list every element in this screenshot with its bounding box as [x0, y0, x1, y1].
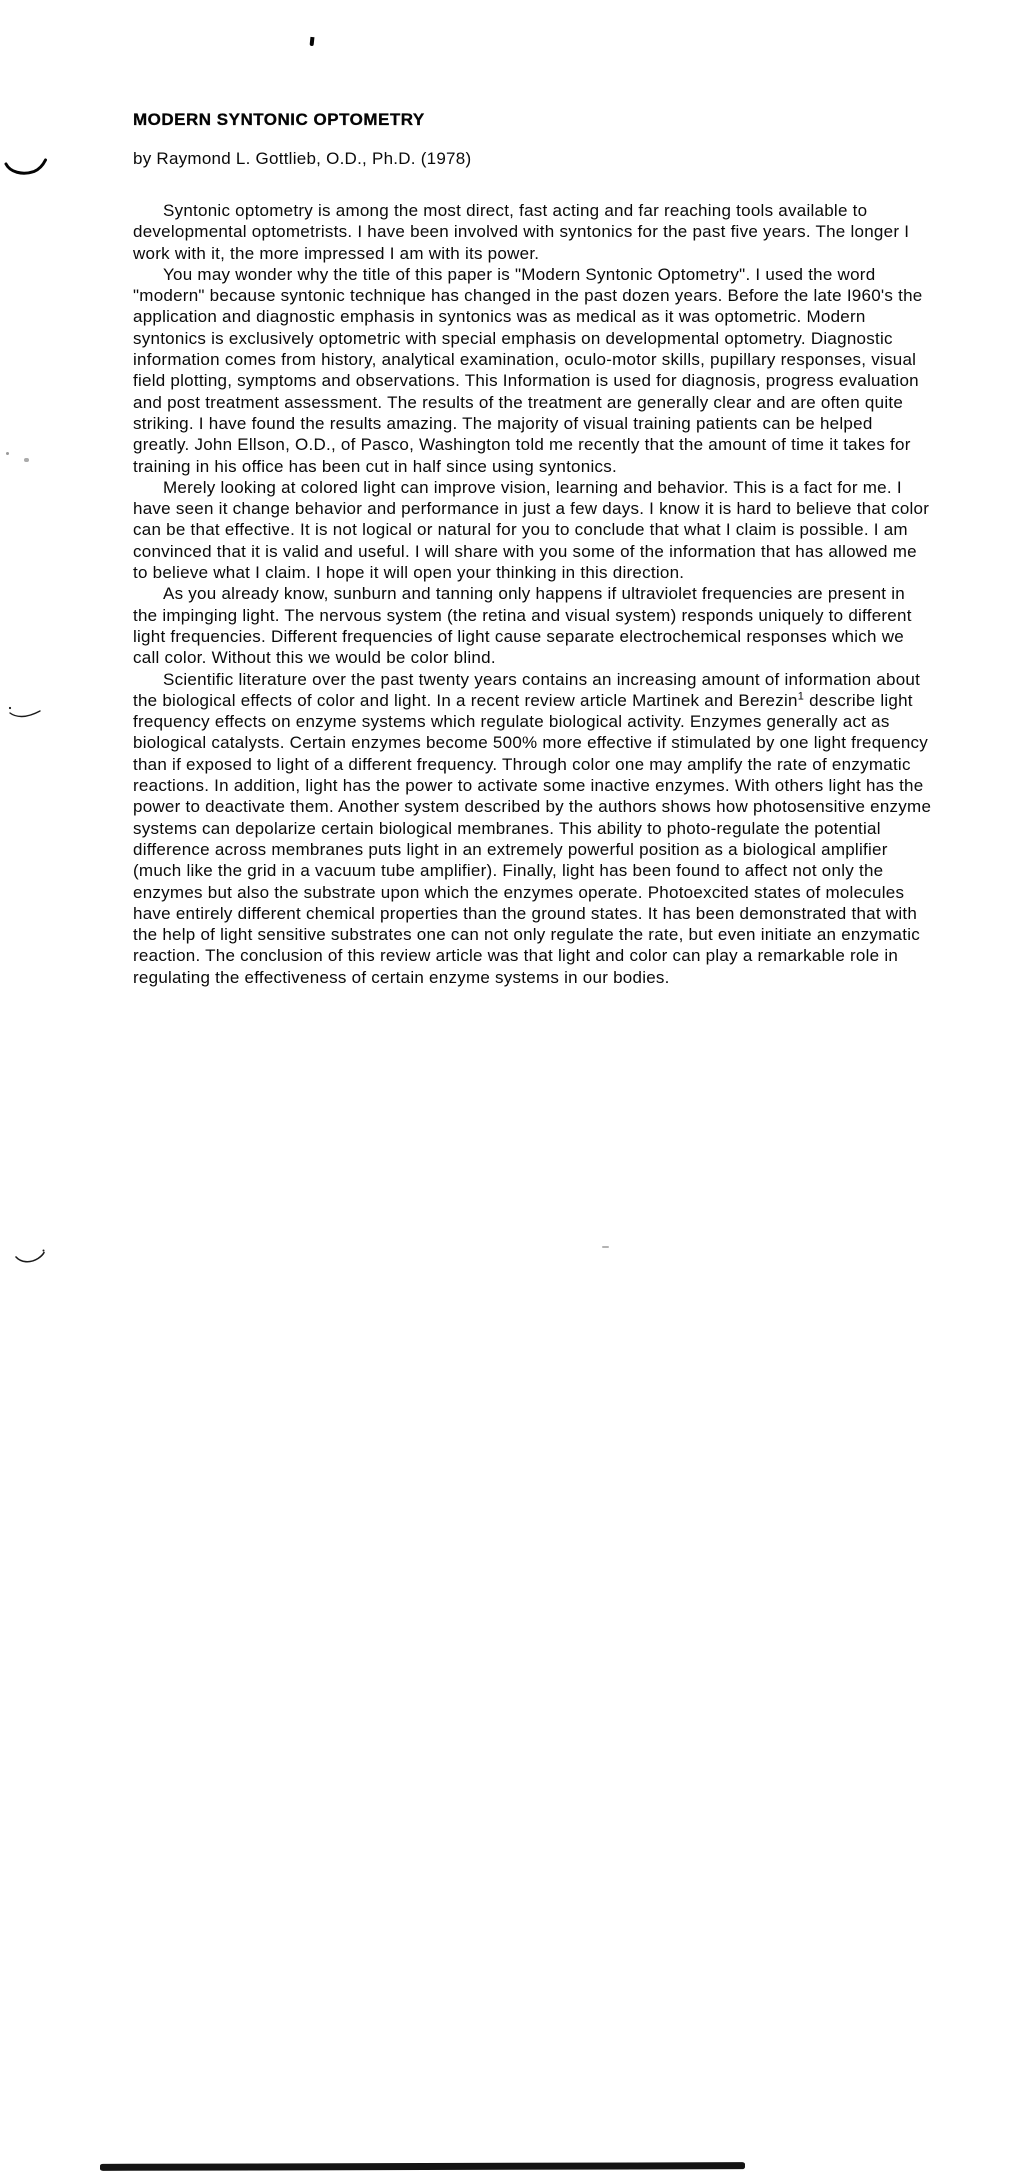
scan-speck	[24, 458, 29, 462]
paragraph-5	[133, 669, 933, 988]
stray-ink-mark	[310, 37, 315, 46]
document-title: MODERN SYNTONIC OPTOMETRY	[133, 110, 425, 129]
footnote-reference: 1	[797, 690, 805, 703]
paragraph-5-text-continued: describe light frequency effects on enzyme systems which regulate biological activity. Enzymes generally act as biological catalysts. Certain enzymes become 500% more effective if stimulated by one light frequency than if exposed to light of a different frequency. Through color one may amplify the rate of enzymatic reactions. In addition, light has the power to activate some inactive enzymes. With others light has the power to deactivate them. Another system described by the authors shows how photosensitive enzyme systems can depolarize certain biological membranes. This ability to photo-regulate the potential difference across membranes puts light in an extremely powerful position as a biological amplifier (much like the grid in a vacuum tube amplifier). Finally, light has been found to affect not only the enzymes but also the substrate upon which the enzymes operate. Photoexcited states of molecules have entirely different chemical properties than the ground states. It has been demonstrated that with the help of light sensitive substrates one can not only regulate the rate, but even initiate an enzymatic reaction. The conclusion of this review article was that light and color can play a remarkable role in regulating the effectiveness of certain enzyme systems in our bodies.	[133, 690, 932, 987]
pen-swoosh-icon	[14, 1248, 46, 1266]
scan-artifact-bar	[100, 2162, 745, 2171]
paragraph-2: You may wonder why the title of this paper is "Modern Syntonic Optometry". I used the word "modern" because syntonic technique has changed in the past dozen years. Before the late I960's the application and diagnostic emphasis in syntonics was as medical as it was optometric. Modern syntonics is exclusively optometric with special emphasis on developmental optometry. Diagnostic information comes from history, analytical examination, oculo-motor skills, pupillary responses, visual field plotting, symptoms and observations. This Information is used for diagnosis, progress evaluation and post treatment assessment. The results of the treatment are generally clear and are often quite striking. I have found the results amazing. The majority of visual training patients can be helped greatly. John Ellson, O.D., of Pasco, Washington told me recently that the amount of time it takes for training in his office has been cut in half since using syntonics.	[133, 264, 923, 476]
margin-pen-mark-2	[8, 705, 44, 721]
document-body	[133, 200, 933, 988]
paragraph-1: Syntonic optometry is among the most direct, fast acting and far reaching tools available to developmental optometrists. I have been involved with syntonics for the past five years. The longer I work with it, the more impressed I am with its power.	[133, 201, 910, 263]
margin-pen-mark-1	[4, 156, 48, 178]
document-byline: by Raymond L. Gottlieb, O.D., Ph.D. (1978)	[133, 149, 472, 168]
pen-swoosh-icon	[8, 705, 44, 721]
pen-swoosh-icon	[4, 156, 48, 178]
scan-speck	[6, 452, 9, 455]
paragraph-4: As you already know, sunburn and tanning only happens if ultraviolet frequencies are present in the impinging light. The nervous system (the retina and visual system) responds uniquely to different light frequencies. Different frequencies of light cause separate electrochemical responses which we call color. Without this we would be color blind.	[133, 584, 912, 668]
margin-pen-mark-3	[14, 1248, 46, 1266]
paragraph-5-text: Scientific literature over the past twenty years contains an increasing amount of information about the biological effects of color and light. In a recent review article Martinek and Berezin	[133, 669, 921, 710]
paragraph-3: Merely looking at colored light can improve vision, learning and behavior. This is a fact for me. I have seen it change behavior and performance in just a few days. I know it is hard to believe that color can be that effective. It is not logical or natural for you to conclude that what I claim is possible. I am convinced that it is valid and useful. I will share with you some of the information that has allowed me to believe what I claim. I hope it will open your thinking in this direction.	[133, 477, 930, 583]
scan-speck	[602, 1246, 609, 1248]
